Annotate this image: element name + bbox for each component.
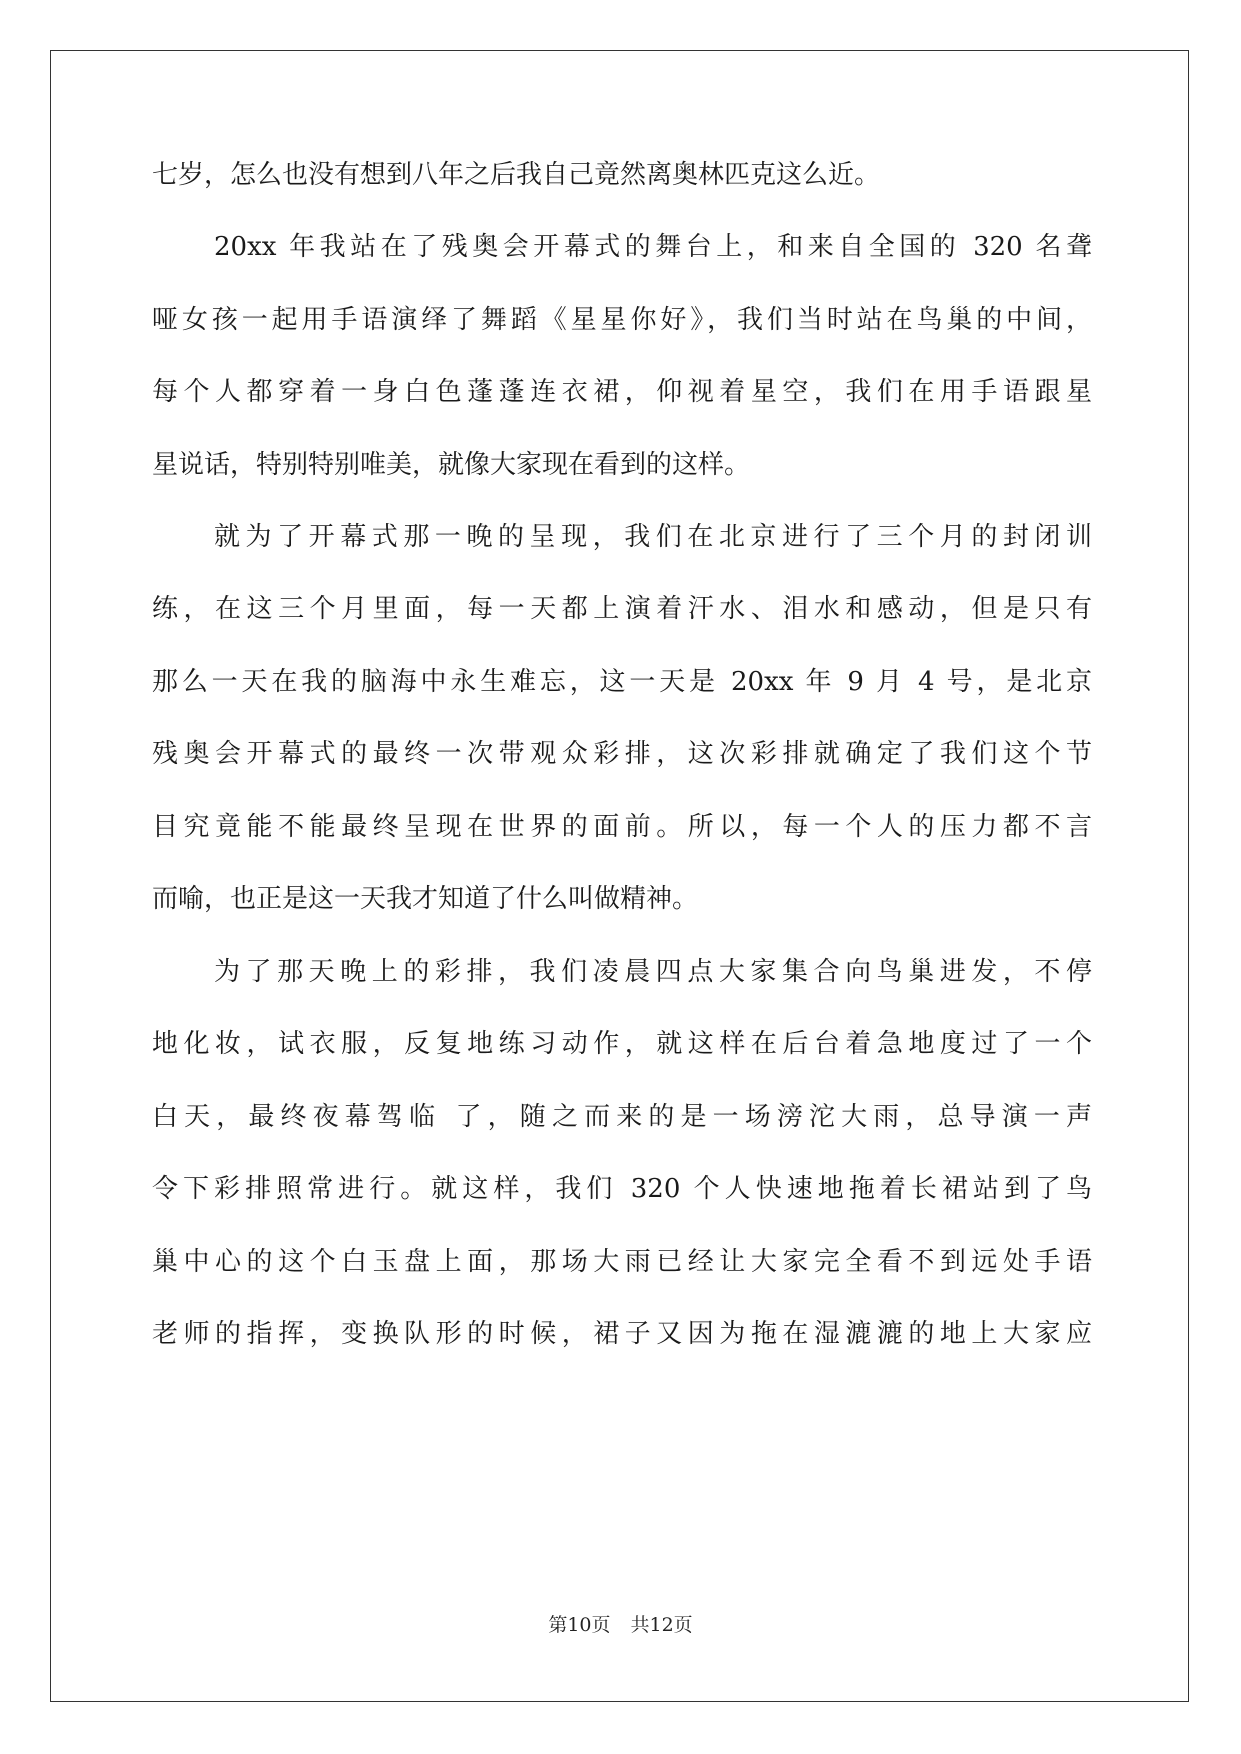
paragraph-line: 星说话，特别特别唯美，就像大家现在看到的这样。 [152, 450, 751, 480]
paragraph-line: 地化妆，试衣服，反复地练习动作，就这样在后台着急地度过了一个 [152, 1029, 1092, 1059]
page-border [50, 50, 1189, 1702]
paragraph-line: 巢中心的这个白玉盘上面，那场大雨已经让大家完全看不到远处手语 [152, 1247, 1092, 1277]
paragraph-line: 哑女孩一起用手语演绎了舞蹈《星星你好》，我们当时站在鸟巢的中间， [152, 305, 1092, 335]
paragraph-line: 而喻，也正是这一天我才知道了什么叫做精神。 [152, 884, 699, 914]
paragraph-line: 残奥会开幕式的最终一次带观众彩排，这次彩排就确定了我们这个节 [152, 739, 1092, 769]
paragraph-line: 令下彩排照常进行。就这样，我们 320 个人快速地拖着长裙站到了鸟 [152, 1174, 1092, 1204]
paragraph-line: 老师的指挥，变换队形的时候，裙子又因为拖在湿漉漉的地上大家应 [152, 1319, 1092, 1349]
total-pages: 共12页 [630, 1614, 693, 1636]
paragraph-line: 白天，最终夜幕驾临 了，随之而来的是一场滂沱大雨，总导演一声 [152, 1102, 1092, 1132]
paragraph-line: 目究竟能不能最终呈现在世界的面前。所以，每一个人的压力都不言 [152, 812, 1092, 842]
paragraph-line: 七岁，怎么也没有想到八年之后我自己竟然离奥林匹克这么近。 [152, 160, 881, 190]
paragraph-line: 就为了开幕式那一晚的呈现，我们在北京进行了三个月的封闭训 [214, 522, 1092, 552]
paragraph-line: 20xx 年我站在了残奥会开幕式的舞台上，和来自全国的 320 名聋 [214, 232, 1092, 262]
paragraph-line: 每个人都穿着一身白色蓬蓬连衣裙，仰视着星空，我们在用手语跟星 [152, 377, 1092, 407]
paragraph-line: 为了那天晚上的彩排，我们凌晨四点大家集合向鸟巢进发，不停 [214, 957, 1092, 987]
paragraph-line: 练，在这三个月里面，每一天都上演着汗水、泪水和感动，但是只有 [152, 594, 1092, 624]
page-footer [0, 1612, 1241, 1638]
paragraph-line: 那么一天在我的脑海中永生难忘，这一天是 20xx 年 9 月 4 号，是北京 [152, 667, 1092, 697]
current-page-number: 第10页 [548, 1614, 611, 1636]
